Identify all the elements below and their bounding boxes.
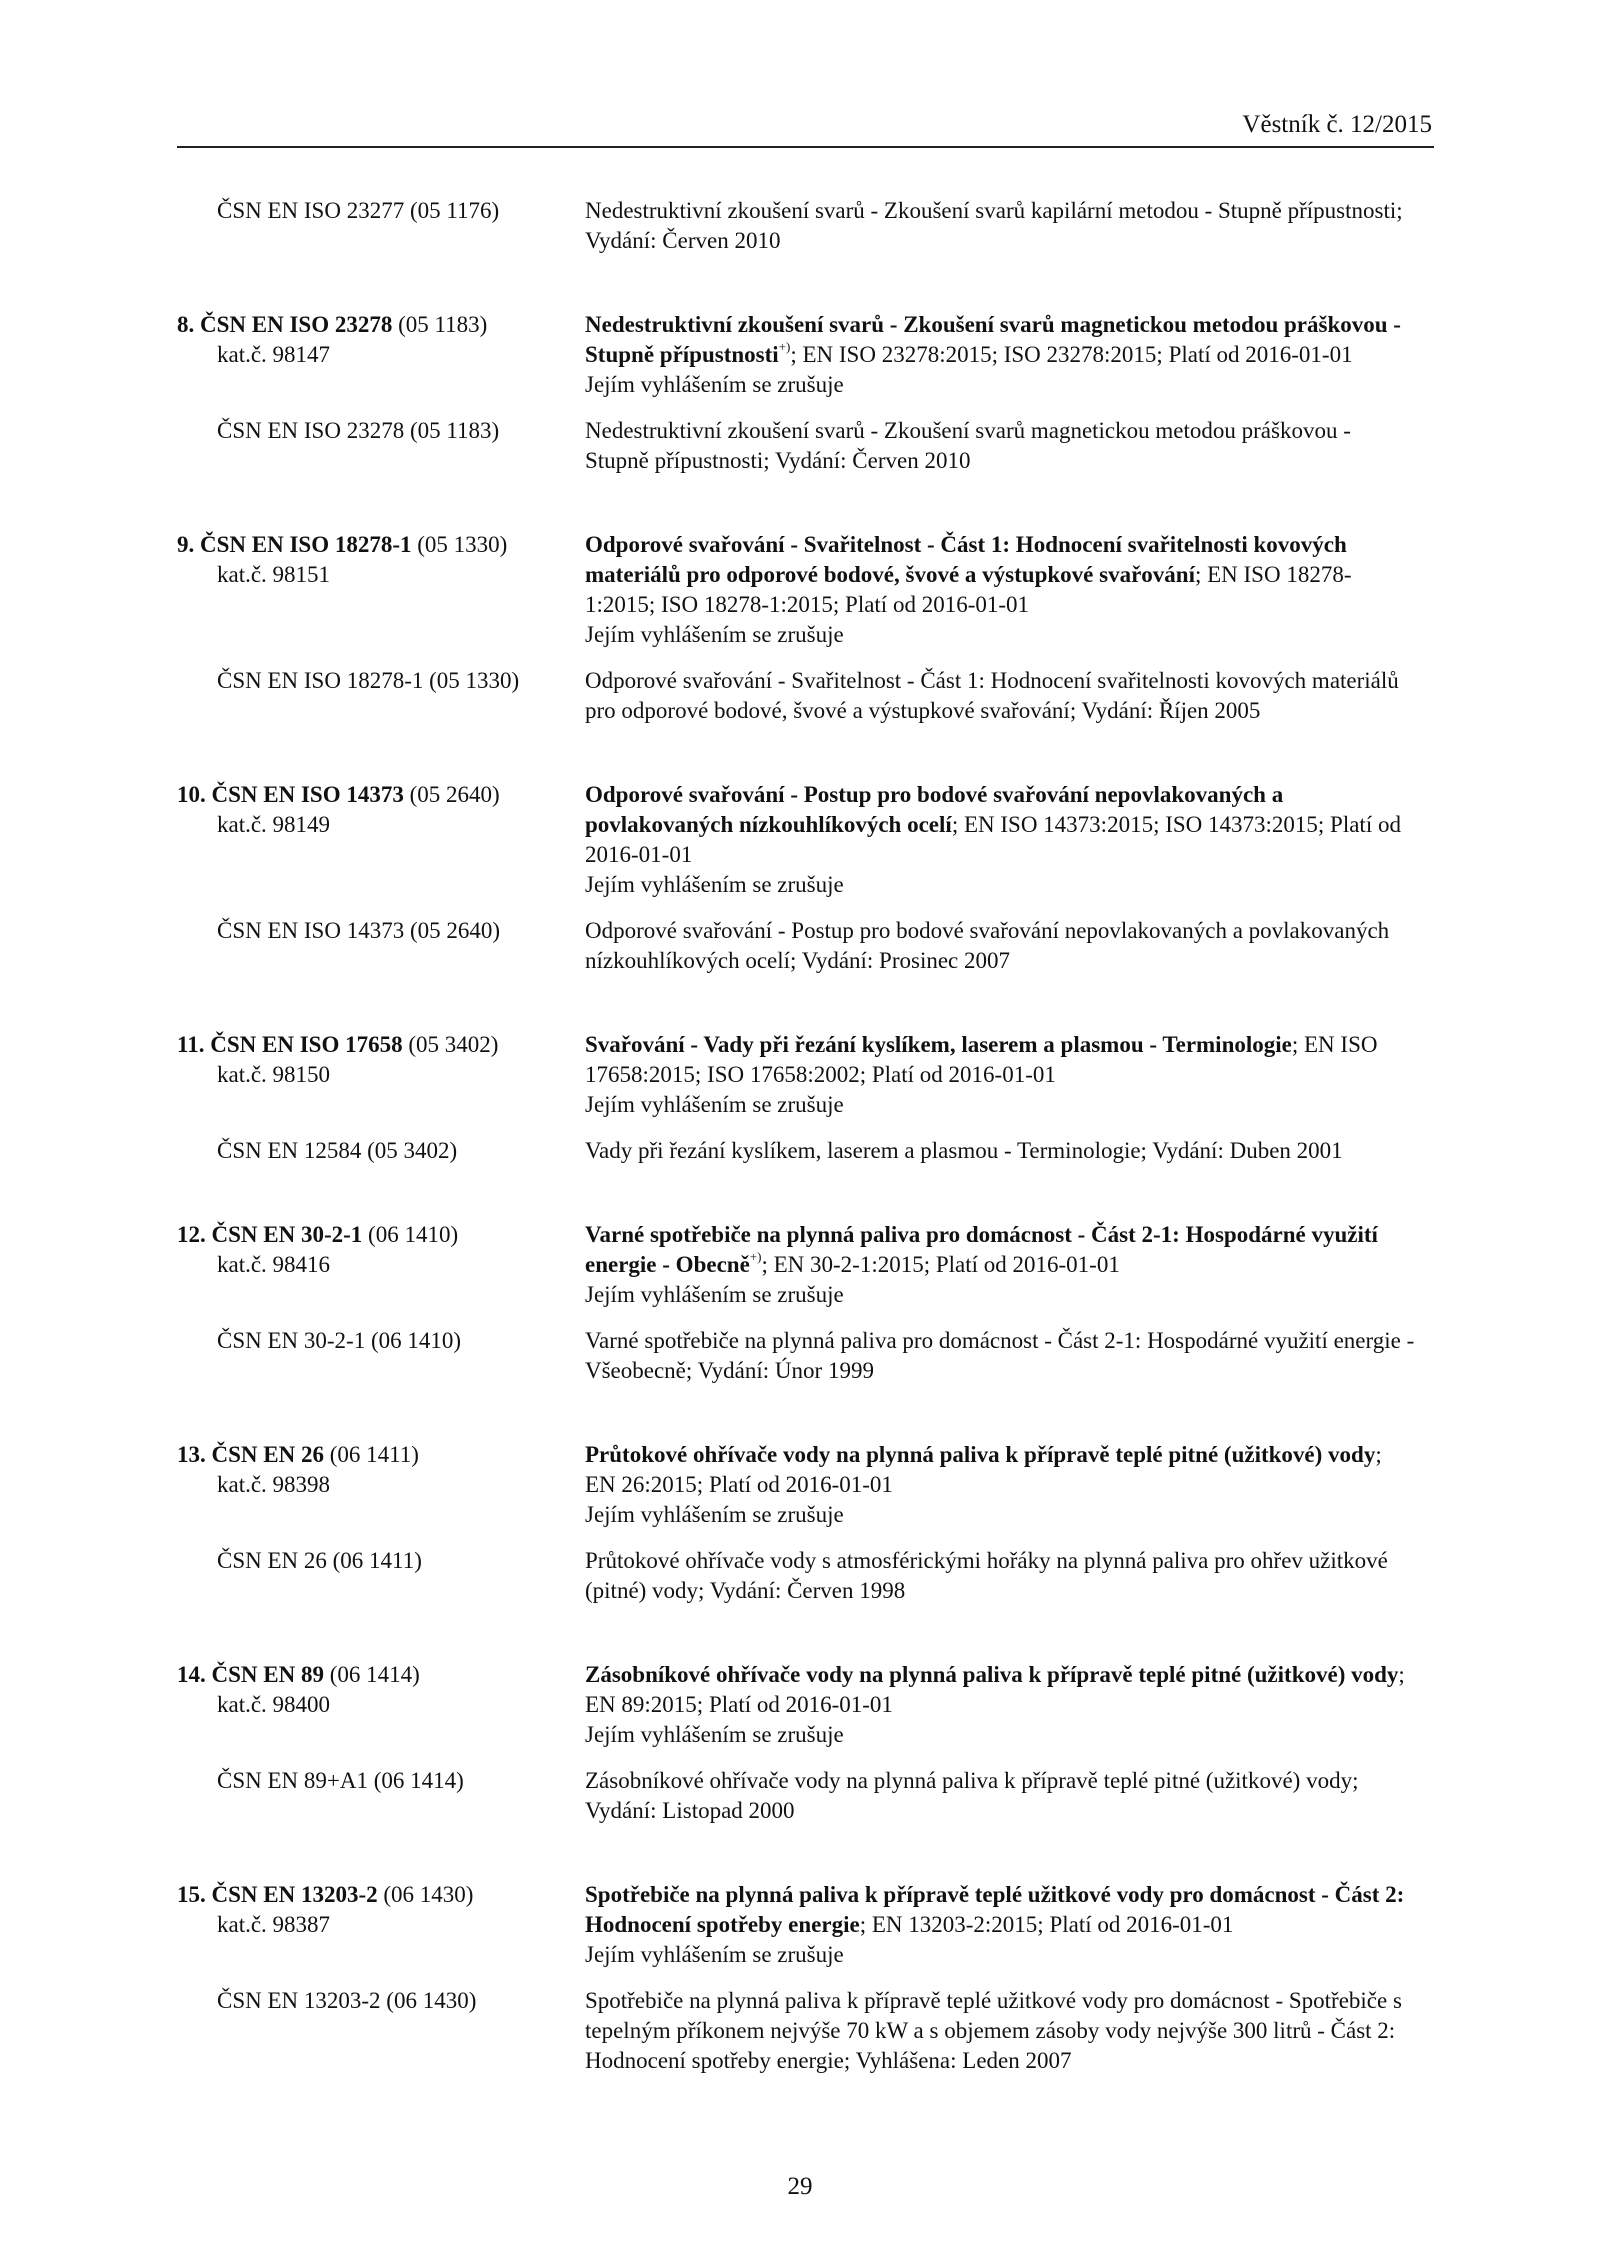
standard-code-bold: ČSN EN ISO 14373 [211,782,404,807]
standard-title [585,1220,1415,1280]
standard-title-bold: Zásobníkové ohřívače vody na plynná paliva k přípravě teplé pitné (užitkové) vody [585,1662,1399,1687]
catalog-number: kat.č. 98387 [217,1912,331,1937]
page-number: 29 [787,2173,813,2200]
standard-title-bold: Odporové svařování - Svařitelnost - Část 1: Hodnocení svařitelnosti kovových materiálů pro odporové bodové, švové a výstupkové svařování [585,532,1347,587]
old-standard-code: ČSN EN 12584 (05 3402) [217,1138,458,1163]
standards-list [0,196,1600,2076]
classification-code: (05 3402) [402,1032,499,1057]
standard-code-bold: ČSN EN 30-2-1 [211,1222,363,1247]
standard-title [585,1880,1415,1940]
standard-code [177,1880,585,1910]
old-standard-code: ČSN EN 89+A1 (06 1414) [217,1768,464,1793]
standard-code-bold: ČSN EN 13203-2 [211,1882,378,1907]
journal-title: Věstník č. 12/2015 [1242,111,1432,138]
old-standard-code: ČSN EN ISO 23278 (05 1183) [217,418,500,443]
cancellation-note: Jejím vyhlášením se zrušuje [585,1942,844,1967]
classification-code: (06 1430) [377,1882,474,1907]
standard-details: ; EN 13203-2:2015; Platí od 2016-01-01 [859,1912,1234,1937]
standard-entry [0,256,1600,476]
footnote-mark: +) [749,1249,762,1264]
old-standard-code: ČSN EN 13203-2 (06 1430) [217,1988,477,2013]
cancellation-note: Jejím vyhlášením se zrušuje [585,1092,844,1117]
standard-title-bold: Průtokové ohřívače vody na plynná paliva k přípravě teplé pitné (užitkové) vody [585,1442,1376,1467]
standard-details: ; EN 30-2-1:2015; Platí od 2016-01-01 [761,1252,1120,1277]
standard-title [585,1030,1415,1090]
standard-code [177,1660,585,1690]
standard-code-bold: ČSN EN ISO 23278 [200,312,393,337]
old-standard-text: Vady při řezání kyslíkem, laserem a plasmou - Terminologie; Vydání: Duben 2001 [585,1138,1343,1163]
standard-title-bold: Odporové svařování - Postup pro bodové svařování nepovlakovaných a povlakovaných nízkouhlíkových ocelí [585,782,1284,837]
cancellation-note: Jejím vyhlášením se zrušuje [585,1282,844,1307]
standard-code-bold: ČSN EN 89 [211,1662,324,1687]
catalog-number: kat.č. 98400 [217,1692,331,1717]
standard-entry [0,1826,1600,2076]
standard-code [177,530,585,560]
catalog-number: kat.č. 98147 [217,342,331,367]
classification-code: (06 1410) [362,1222,459,1247]
entry-number: 14. [177,1662,206,1687]
standard-title-bold: Spotřebiče na plynná paliva k přípravě teplé užitkové vody pro domácnost - Část 2: Hodnocení spotřeby energie [585,1882,1405,1937]
standard-entry [0,1386,1600,1606]
standard-entry [0,726,1600,976]
standard-title [585,530,1415,620]
classification-code: (05 1330) [411,532,508,557]
standard-title [585,780,1415,870]
header-divider [177,146,1434,148]
standard-code-bold: ČSN EN ISO 18278-1 [200,532,412,557]
old-standard-text: Nedestruktivní zkoušení svarů - Zkoušení svarů magnetickou metodou práškovou - Stupně přípustnosti; Vydání: Červen 2010 [585,418,1351,473]
standard-code [177,1030,585,1060]
old-standard-text: Spotřebiče na plynná paliva k přípravě teplé užitkové vody pro domácnost - Spotřebiče s tepelným příkonem nejvýše 70 kW a s objemem zásoby vody nejvýše 300 litrů - Část 2: Hodnocení spotřeby energie; Vyhlášena: Leden 2007 [585,1988,1402,2073]
cancellation-note: Jejím vyhlášením se zrušuje [585,622,844,647]
standard-title [585,1660,1415,1720]
old-standard-code: ČSN EN ISO 23277 (05 1176) [217,198,500,223]
classification-code: (05 1183) [392,312,488,337]
old-standard-code: ČSN EN ISO 18278-1 (05 1330) [217,668,520,693]
standard-code [177,1440,585,1470]
classification-code: (06 1414) [323,1662,420,1687]
entry-number: 8. [177,312,195,337]
entry-number: 15. [177,1882,206,1907]
standard-details: ; EN 26:2015; Platí od 2016-01-01 [585,1442,1382,1497]
old-standard-text: Odporové svařování - Svařitelnost - Část 1: Hodnocení svařitelnosti kovových materiálů pro odporové bodové, švové a výstupkové svařování; Vydání: Říjen 2005 [585,668,1399,723]
top-block [0,196,1600,256]
footnote-mark: +) [778,339,791,354]
old-standard-code: ČSN EN 26 (06 1411) [217,1548,422,1573]
standard-title-bold: Varné spotřebiče na plynná paliva pro domácnost - Část 2-1: Hospodárné využití energie - Obecně [585,1222,1378,1277]
standard-entry [0,976,1600,1166]
standard-code [177,310,585,340]
standard-code [177,780,585,810]
standard-entry [0,1606,1600,1826]
old-standard-text: Varné spotřebiče na plynná paliva pro domácnost - Část 2-1: Hospodárné využití energie - Všeobecně; Vydání: Únor 1999 [585,1328,1415,1383]
standard-code-bold: ČSN EN ISO 17658 [210,1032,403,1057]
catalog-number: kat.č. 98151 [217,562,331,587]
catalog-number: kat.č. 98150 [217,1062,331,1087]
old-standard-text: Odporové svařování - Postup pro bodové svařování nepovlakovaných a povlakovaných nízkouhlíkových ocelí; Vydání: Prosinec 2007 [585,918,1390,973]
classification-code: (06 1411) [323,1442,419,1467]
standard-details: ; EN ISO 23278:2015; ISO 23278:2015; Platí od 2016-01-01 [790,342,1353,367]
standard-entry [0,476,1600,726]
entry-number: 9. [177,532,195,557]
cancellation-note: Jejím vyhlášením se zrušuje [585,1502,844,1527]
entry-number: 12. [177,1222,206,1247]
cancellation-note: Jejím vyhlášením se zrušuje [585,872,844,897]
standard-title [585,1440,1415,1500]
standard-title [585,310,1415,370]
standard-details: ; EN ISO 17658:2015; ISO 17658:2002; Platí od 2016-01-01 [585,1032,1378,1087]
cancellation-note: Jejím vyhlášením se zrušuje [585,1722,844,1747]
standard-details: ; EN 89:2015; Platí od 2016-01-01 [585,1662,1405,1717]
old-standard-code: ČSN EN 30-2-1 (06 1410) [217,1328,462,1353]
entry-number: 11. [177,1032,205,1057]
old-standard-text: Zásobníkové ohřívače vody na plynná paliva k přípravě teplé pitné (užitkové) vody; Vydání: Listopad 2000 [585,1768,1359,1823]
old-standard-text: Průtokové ohřívače vody s atmosférickými hořáky na plynná paliva pro ohřev užitkové (pitné) vody; Vydání: Červen 1998 [585,1548,1388,1603]
old-standard-code: ČSN EN ISO 14373 (05 2640) [217,918,501,943]
standard-code [177,1220,585,1250]
entry-number: 13. [177,1442,206,1467]
standard-details: ; EN ISO 18278-1:2015; ISO 18278-1:2015; Platí od 2016-01-01 [585,562,1352,617]
classification-code: (05 2640) [403,782,500,807]
old-standard-text: Nedestruktivní zkoušení svarů - Zkoušení svarů kapilární metodou - Stupně přípustnosti; Vydání: Červen 2010 [585,198,1403,253]
catalog-number: kat.č. 98149 [217,812,331,837]
entry-number: 10. [177,782,206,807]
cancellation-note: Jejím vyhlášením se zrušuje [585,372,844,397]
standard-code-bold: ČSN EN 26 [211,1442,324,1467]
standard-entry [0,1166,1600,1386]
standard-title-bold: Nedestruktivní zkoušení svarů - Zkoušení svarů magnetickou metodou práškovou - Stupně přípustnosti [585,312,1401,367]
standard-details: ; EN ISO 14373:2015; ISO 14373:2015; Platí od 2016-01-01 [585,812,1401,867]
standard-title-bold: Svařování - Vady při řezání kyslíkem, laserem a plasmou - Terminologie [585,1032,1292,1057]
catalog-number: kat.č. 98416 [217,1252,331,1277]
catalog-number: kat.č. 98398 [217,1472,331,1497]
